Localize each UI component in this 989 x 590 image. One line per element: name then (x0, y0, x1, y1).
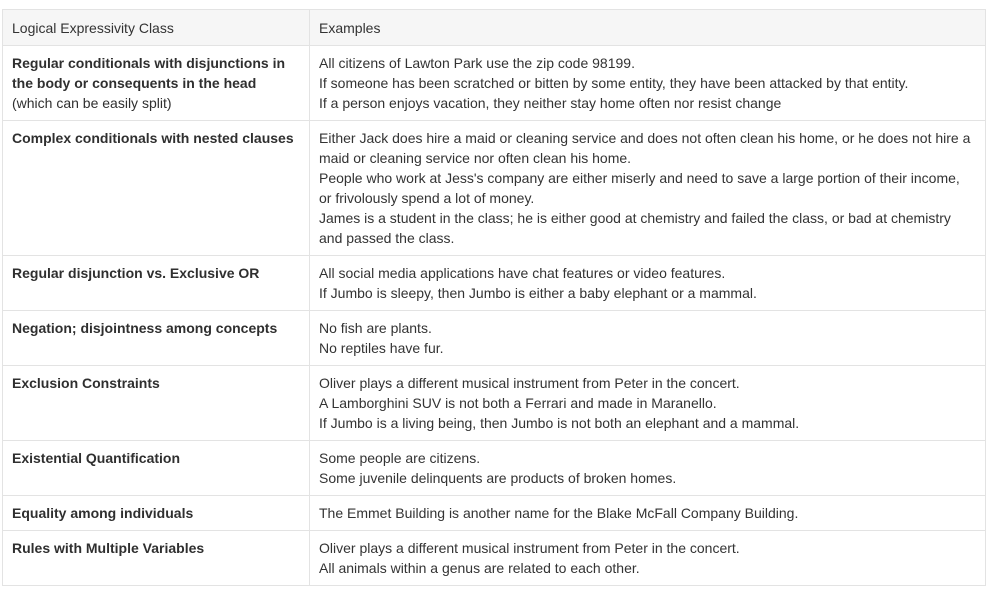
class-cell (3, 441, 310, 496)
table-row (3, 496, 986, 531)
example-text: If Jumbo is a living being, then Jumbo is not both an elephant and a mammal. (319, 415, 800, 431)
example-text: The Emmet Building is another name for the Blake McFall Company Building. (319, 505, 799, 521)
example-text: All animals within a genus are related to each other. (319, 560, 640, 576)
header-row (3, 10, 986, 46)
examples-cell (310, 256, 986, 311)
class-cell (3, 531, 310, 586)
class-cell (3, 256, 310, 311)
table-row (3, 366, 986, 441)
class-label: Regular conditionals with disjunctions in the body or consequents in the head (12, 55, 286, 91)
table-body (3, 46, 986, 586)
example-text: No reptiles have fur. (319, 340, 444, 356)
class-cell (3, 46, 310, 121)
examples-cell (310, 496, 986, 531)
example-text: James is a student in the class; he is either good at chemistry and failed the class, or bad at chemistry and passed the class. (319, 210, 951, 246)
class-cell (3, 366, 310, 441)
class-label: Rules with Multiple Variables (12, 540, 205, 556)
table-row (3, 121, 986, 256)
class-label: Exclusion Constraints (12, 375, 160, 391)
class-cell (3, 496, 310, 531)
class-label: Negation; disjointness among concepts (12, 320, 278, 336)
example-text: Oliver plays a different musical instrument from Peter in the concert. (319, 375, 740, 391)
class-note: (which can be easily split) (12, 95, 172, 111)
expressivity-table-container (2, 9, 985, 586)
table-row (3, 46, 986, 121)
example-text: No fish are plants. (319, 320, 432, 336)
example-text: People who work at Jess's company are either miserly and need to save a large portion of their income, or frivolously spend a lot of money. (319, 170, 960, 206)
example-text: If a person enjoys vacation, they neither stay home often nor resist change (319, 95, 782, 111)
example-text: Some people are citizens. (319, 450, 481, 466)
table-row (3, 256, 986, 311)
examples-cell (310, 121, 986, 256)
example-text: Some juvenile delinquents are products of broken homes. (319, 470, 677, 486)
examples-cell (310, 366, 986, 441)
class-cell (3, 311, 310, 366)
class-label: Regular disjunction vs. Exclusive OR (12, 265, 260, 281)
example-text: Oliver plays a different musical instrument from Peter in the concert. (319, 540, 740, 556)
class-label: Existential Quantification (12, 450, 181, 466)
examples-cell (310, 441, 986, 496)
header-logical-expressivity-class: Logical Expressivity Class (3, 10, 310, 46)
expressivity-table (2, 9, 986, 586)
examples-cell (310, 46, 986, 121)
class-label: Equality among individuals (12, 505, 194, 521)
example-text: If Jumbo is sleepy, then Jumbo is either a baby elephant or a mammal. (319, 285, 757, 301)
examples-cell (310, 531, 986, 586)
header-examples: Examples (310, 10, 986, 46)
examples-cell (310, 311, 986, 366)
example-text: All social media applications have chat features or video features. (319, 265, 726, 281)
table-row (3, 311, 986, 366)
table-row (3, 441, 986, 496)
class-label: Complex conditionals with nested clauses (12, 130, 294, 146)
example-text: If someone has been scratched or bitten by some entity, they have been attacked by that entity. (319, 75, 909, 91)
example-text: All citizens of Lawton Park use the zip code 98199. (319, 55, 635, 71)
example-text: Either Jack does hire a maid or cleaning service and does not often clean his home, or he does not hire a maid or cleaning service nor often clean his home. (319, 130, 971, 166)
example-text: A Lamborghini SUV is not both a Ferrari and made in Maranello. (319, 395, 717, 411)
table-row (3, 531, 986, 586)
class-cell (3, 121, 310, 256)
